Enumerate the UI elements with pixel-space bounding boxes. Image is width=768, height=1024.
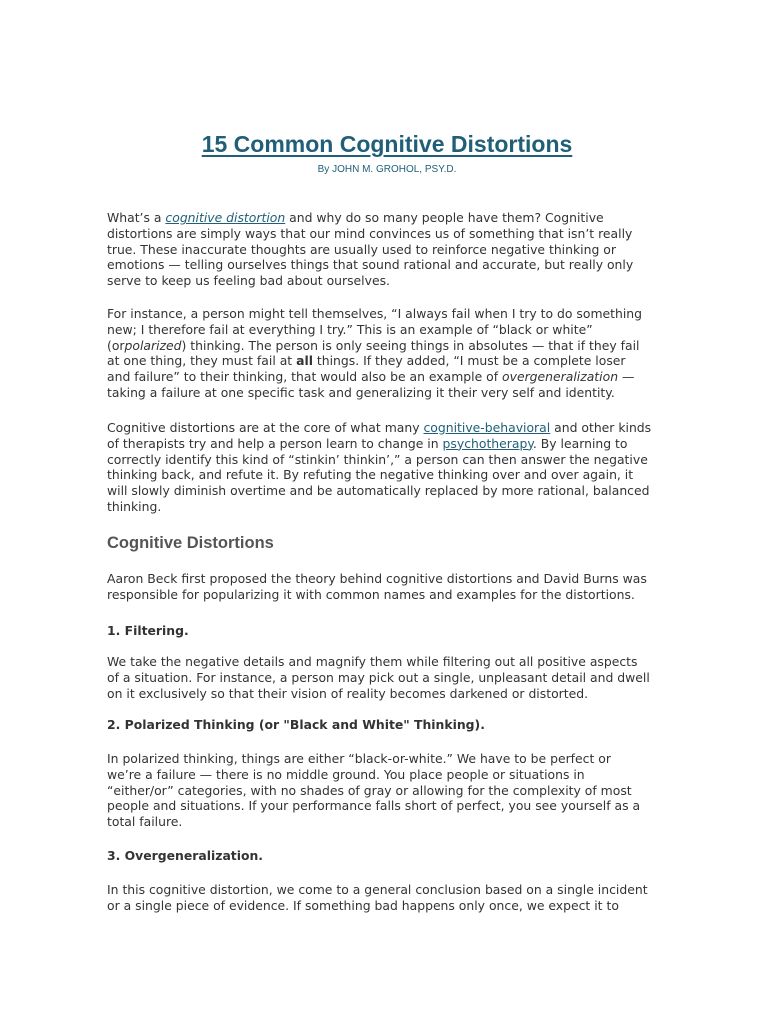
text-line: For instance, a person might tell themselves, “I always fail when I try to do something xyxy=(107,306,643,321)
text-line xyxy=(107,353,667,369)
text-line: “either/or” categories, with no shades of gray or allowing for the complexity of most xyxy=(107,782,632,798)
text-run: — xyxy=(618,369,635,385)
text-line xyxy=(107,436,667,452)
intro-paragraph-1 xyxy=(107,210,667,289)
text-line: taking a failure at one specific task and generalizing it their very self and identity. xyxy=(107,384,615,400)
text-line: In polarized thinking, things are either “black-or-white.” We have to be perfect or xyxy=(107,751,611,766)
psychotherapy-link[interactable]: psychotherapy xyxy=(442,435,533,451)
text-line: we’re a failure — there is no middle ground. You place people or situations in xyxy=(107,766,585,782)
text-line xyxy=(107,420,667,436)
text-run: things. If they added, “I must be a complete loser xyxy=(312,353,626,369)
text-line: total failure. xyxy=(107,814,183,830)
distortion-heading-polarized: 2. Polarized Thinking (or "Black and White" Thinking). xyxy=(107,717,485,732)
text-run: of therapists try and help a person learn to change in xyxy=(107,435,443,451)
section-intro-paragraph xyxy=(107,571,667,603)
text-line: or a single piece of evidence. If something bad happens only once, we expect it to xyxy=(107,897,619,913)
emphasis-overgeneralization: overgeneralization xyxy=(502,369,619,385)
distortion-heading-overgeneralization: 3. Overgeneralization. xyxy=(107,848,264,863)
emphasis-polarized: polarized xyxy=(124,337,182,353)
intro-paragraph-2 xyxy=(107,306,667,401)
text-line: true. These inaccurate thoughts are usually used to reinforce negative thinking or xyxy=(107,241,616,257)
text-run: (or xyxy=(107,337,125,353)
text-run: . By learning to xyxy=(532,435,628,451)
text-line: of a situation. For instance, a person may pick out a single, unpleasant detail and dwell xyxy=(107,669,650,685)
text-line: will slowly diminish overtime and be automatically replaced by more rational, balanced xyxy=(107,483,650,499)
text-line: thinking. xyxy=(107,498,162,514)
text-line: Aaron Beck first proposed the theory behind cognitive distortions and David Burns was xyxy=(107,571,647,586)
text-run: and why do so many people have them? Cognitive xyxy=(285,210,604,225)
text-run: Cognitive distortions are at the core of what many xyxy=(107,420,424,435)
text-line: We take the negative details and magnify them while filtering out all positive aspects xyxy=(107,654,638,669)
text-run: at one thing, they must fail at xyxy=(107,353,297,369)
text-line xyxy=(107,369,667,385)
distortion-paragraph-filtering xyxy=(107,654,667,701)
text-line: In this cognitive distortion, we come to a general conclusion based on a single incident xyxy=(107,882,648,897)
cognitive-behavioral-link[interactable]: cognitive-behavioral xyxy=(423,420,551,435)
article-title-link[interactable]: 15 Common Cognitive Distortions xyxy=(201,131,573,157)
text-run: What’s a xyxy=(107,210,166,225)
text-line: distortions are simply ways that our mind convinces us of something that isn’t really xyxy=(107,225,633,241)
text-line: on it exclusively so that their vision of reality becomes darkened or distorted. xyxy=(107,685,589,701)
text-run: ) thinking. The person is only seeing things in absolutes — that if they fail xyxy=(181,337,640,353)
text-line: serve to keep us feeling bad about ourselves. xyxy=(107,273,390,289)
text-run: and failure” to their thinking, that would also be an example of xyxy=(107,369,503,385)
text-line: emotions — telling ourselves things that sound rational and accurate, but really only xyxy=(107,257,634,273)
text-line: new; I therefore fail at everything I try.” This is an example of “black or white” xyxy=(107,321,593,337)
distortion-paragraph-overgeneralization xyxy=(107,882,667,914)
text-line: responsible for popularizing it with common names and examples for the distortions. xyxy=(107,586,635,602)
text-line xyxy=(107,210,667,226)
distortion-heading-filtering: 1. Filtering. xyxy=(107,623,189,638)
text-line: people and situations. If your performance falls short of perfect, you see yourself as a xyxy=(107,798,641,814)
text-line: correctly identify this kind of “stinkin’ thinkin’,” a person can then answer the negative xyxy=(107,451,648,467)
distortion-paragraph-polarized xyxy=(107,751,667,830)
cognitive-distortion-link[interactable]: cognitive distortion xyxy=(165,210,286,225)
text-line xyxy=(107,338,667,354)
text-line: thinking back, and refute it. By refuting the negative thinking over and over again, it xyxy=(107,467,634,483)
text-run: and other kinds xyxy=(550,420,652,435)
section-heading: Cognitive Distortions xyxy=(107,534,274,552)
byline: By JOHN M. GROHOL, PSY.D. xyxy=(317,164,457,175)
strong-all: all xyxy=(296,353,313,369)
intro-paragraph-3 xyxy=(107,420,667,515)
